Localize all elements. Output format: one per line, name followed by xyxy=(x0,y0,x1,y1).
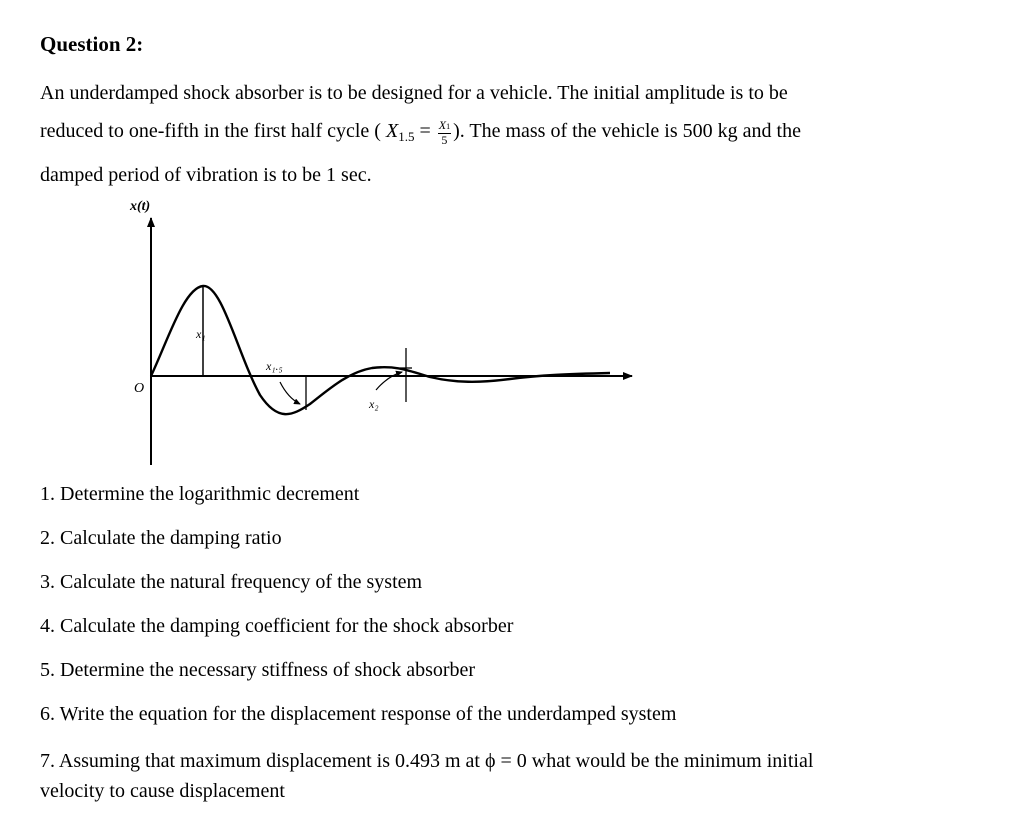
statement-line-2 xyxy=(40,112,980,156)
origin-label: O xyxy=(134,381,145,396)
damped-vibration-figure xyxy=(110,190,650,480)
x1-5-pointer xyxy=(280,382,300,404)
list-item: 1. Determine the logarithmic decrement xyxy=(40,483,360,505)
fraction-numerator: X1 xyxy=(438,118,451,132)
list-item: 6. Write the equation for the displacement response of the underdamped system xyxy=(40,703,677,725)
x2-pointer xyxy=(376,372,402,390)
fraction-numerator-subscript: 1 xyxy=(446,122,451,131)
statement-line-3: damped period of vibration is to be 1 sec. xyxy=(40,164,372,186)
item-7-line-2: velocity to cause displacement xyxy=(40,780,285,802)
list-item: 5. Determine the necessary stiffness of shock absorber xyxy=(40,659,476,681)
list-item: 4. Calculate the damping coefficient for the shock absorber xyxy=(40,615,514,637)
question-list xyxy=(40,482,1000,826)
problem-statement xyxy=(40,74,980,194)
list-item: 2. Calculate the damping ratio xyxy=(40,527,282,549)
x1-label: x₁ xyxy=(196,327,206,341)
statement-line-1: An underdamped shock absorber is to be designed for a vehicle. The initial amplitude is to be xyxy=(40,82,788,104)
amplitude-subscript: 1.5 xyxy=(398,129,415,144)
response-curve xyxy=(151,286,610,414)
vibration-plot xyxy=(110,190,650,475)
x1-5-label: x₁.₅ xyxy=(266,359,283,373)
equals-sign: = xyxy=(414,120,436,142)
amplitude-fraction xyxy=(438,119,451,146)
list-item: 3. Calculate the natural frequency of the system xyxy=(40,571,423,593)
question-heading: Question 2: xyxy=(40,32,144,56)
statement-line-2-end: ). The mass of the vehicle is 500 kg and the xyxy=(453,120,801,142)
item-7-line-1: 7. Assuming that maximum displacement is 0.493 m at ϕ = 0 what would be the minimum initial xyxy=(40,750,814,772)
list-item xyxy=(40,746,1000,806)
statement-line-2-start: reduced to one-fifth in the first half cycle ( xyxy=(40,120,386,142)
amplitude-symbol: X xyxy=(385,120,399,142)
x2-label: x₂ xyxy=(369,397,379,411)
fraction-denominator: 5 xyxy=(441,133,448,147)
y-axis-label: x(t) xyxy=(130,199,151,214)
